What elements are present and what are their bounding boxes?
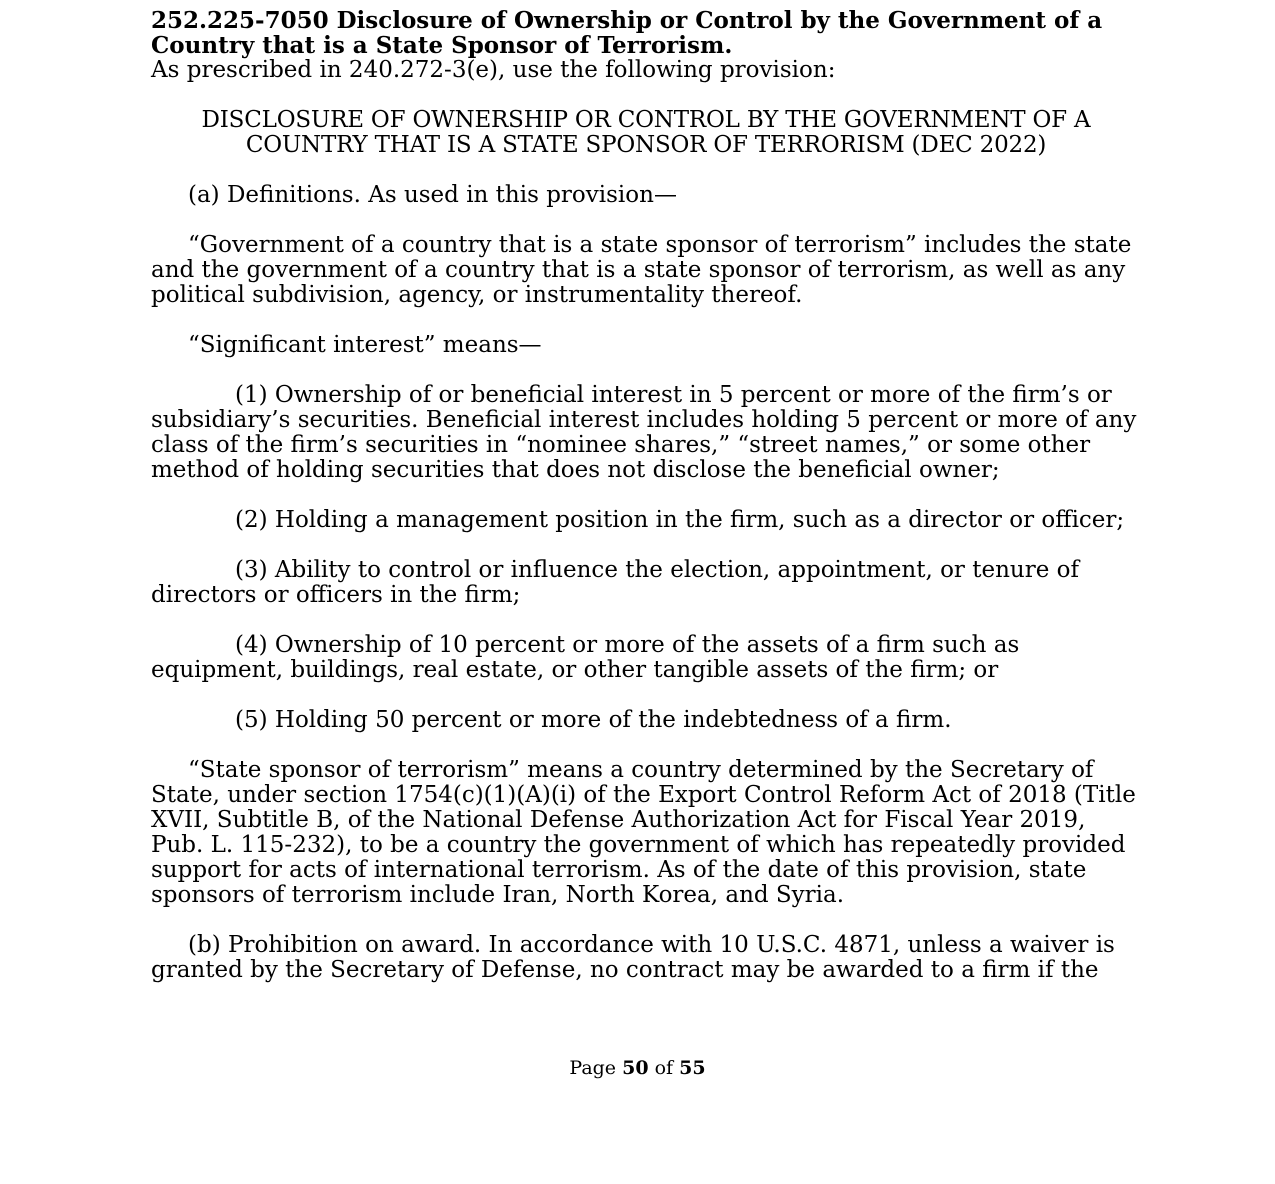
provision-title [151,108,1141,158]
significant-interest-item-5: (5) Holding 50 percent or more of the indebtedness of a firm. [235,707,952,733]
section-heading [151,8,1141,58]
paragraph-a-definitions: (a) Definitions. As used in this provision— [188,182,677,208]
paragraph-b-prohibition: (b) Prohibition on award. In accordance with 10 U.S.C. 4871, unless a waiver is granted by the Secretary of Defense, no contract may be awarded to a firm if the [151,932,1115,983]
significant-interest-item-4: (4) Ownership of 10 percent or more of the assets of a firm such as equipment, buildings, real estate, or other tangible assets of the firm; or [151,632,1020,683]
section-heading-line-1: 252.225-7050 Disclosure of Ownership or Control by the Government of a [151,7,1103,34]
definition-state-sponsor: “State sponsor of terrorism” means a country determined by the Secretary of State, under section 1754(c)(1)(A)(i) of the Export Control Reform Act of 2018 (Title XVII, Subtitle B, of the National Defense Authorization Act for Fiscal Year 2019, Pub. L. 115-232), to be a country the government of which has repeatedly provided support for acts of international terrorism. As of the date of this provision, state sponsors of terrorism include Iran, North Korea, and Syria. [151,757,1136,908]
current-page-number: 50 [622,1057,649,1079]
page-footer [0,1057,1275,1079]
prescription-intro: As prescribed in 240.272-3(e), use the following provision: [151,57,836,83]
significant-interest-item-3: (3) Ability to control or influence the election, appointment, or tenure of directors or officers in the firm; [151,557,1079,608]
significant-interest-item-2: (2) Holding a management position in the firm, such as a director or officer; [235,507,1125,533]
provision-title-line-2: COUNTRY THAT IS A STATE SPONSOR OF TERRORISM (DEC 2022) [245,132,1047,158]
section-heading-line-2: Country that is a State Sponsor of Terrorism. [151,32,733,59]
significant-interest-item-1: (1) Ownership of or beneficial interest in 5 percent or more of the firm’s or subsidiary’s securities. Beneficial interest includes holding 5 percent or more of any class of the firm’s securities in “nominee shares,” “street names,” or some other method of holding securities that does not disclose the beneficial owner; [151,382,1137,483]
total-pages-number: 55 [679,1057,706,1079]
page-label: Page [569,1057,617,1079]
of-label: of [654,1057,674,1079]
provision-title-line-1: DISCLOSURE OF OWNERSHIP OR CONTROL BY THE GOVERNMENT OF A [201,107,1091,133]
definition-government-sponsor: “Government of a country that is a state sponsor of terrorism” includes the state and the government of a country that is a state sponsor of terrorism, as well as any political subdivision, agency, or instrumentality thereof. [151,232,1132,308]
definition-significant-interest: “Significant interest” means— [188,332,542,358]
document-page [151,8,1141,1008]
